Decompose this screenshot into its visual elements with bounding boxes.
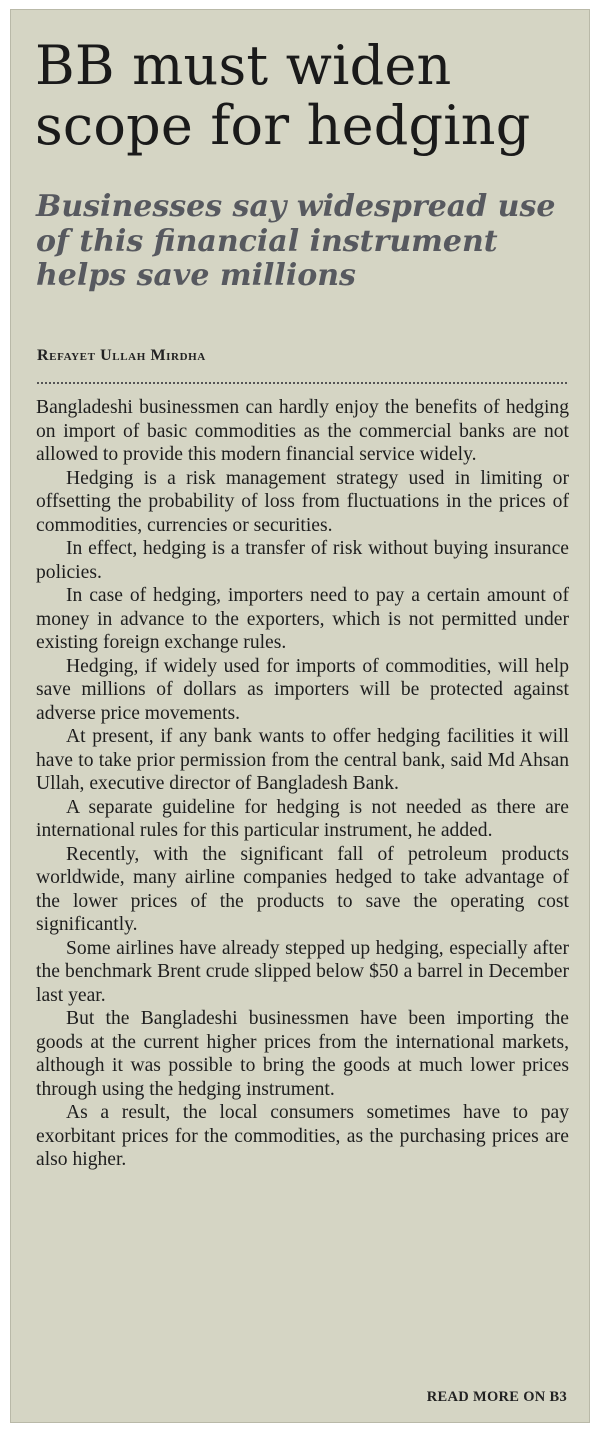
paragraph-2: Hedging is a risk management strategy used in limiting or offsetting the probability of loss from fluctuations in the prices of commodities, currencies or securities. xyxy=(36,467,569,536)
paragraph-8: Recently, with the significant fall of petroleum products worldwide, many airline companies hedged to take advantage of the lower prices of the products to save the operating cost significantly. xyxy=(36,843,569,935)
article-body xyxy=(36,396,569,1172)
paragraph-1: Bangladeshi businessmen can hardly enjoy the benefits of hedging on import of basic commodities as the commercial banks are not allowed to provide this modern financial service widely. xyxy=(36,397,569,465)
article-clipping xyxy=(10,9,590,1423)
byline: Refayet Ullah Mirdha xyxy=(37,347,206,364)
subheadline-line-3: helps save millions xyxy=(36,258,356,293)
paragraph-10: But the Bangladeshi businessmen have been importing the goods at the current higher prices from the international markets, although it was possible to bring the goods at much lower prices through using the hedging instrument. xyxy=(36,1008,569,1100)
dotted-divider xyxy=(37,382,567,384)
paragraph-5: Hedging, if widely used for imports of commodities, will help save millions of dollars as importers will be protected against adverse price movements. xyxy=(36,655,569,724)
subheadline xyxy=(36,190,555,294)
paragraph-3: In effect, hedging is a transfer of risk without buying insurance policies. xyxy=(36,538,569,583)
read-more-jump: READ MORE ON B3 xyxy=(426,1389,567,1405)
paragraph-11: As a result, the local consumers sometimes have to pay exorbitant prices for the commodities, as the purchasing prices are also higher. xyxy=(36,1102,569,1170)
subheadline-line-1: Businesses say widespread use xyxy=(36,189,556,224)
headline xyxy=(35,36,531,156)
subheadline-line-2: of this financial instrument xyxy=(36,223,498,259)
paragraph-4: In case of hedging, importers need to pay a certain amount of money in advance to the exporters, which is not permitted under existing foreign exchange rules. xyxy=(36,585,569,653)
headline-line-2: scope for hedging xyxy=(35,94,531,157)
paragraph-7: A separate guideline for hedging is not needed as there are international rules for this particular instrument, he added. xyxy=(36,796,569,841)
paragraph-9: Some airlines have already stepped up hedging, especially after the benchmark Brent crude slipped below $50 a barrel in December last year. xyxy=(36,937,569,1006)
headline-line-1: BB must widen xyxy=(35,34,452,97)
paragraph-6: At present, if any bank wants to offer hedging facilities it will have to take prior permission from the central bank, said Md Ahsan Ullah, executive director of Bangladesh Bank. xyxy=(36,726,569,794)
